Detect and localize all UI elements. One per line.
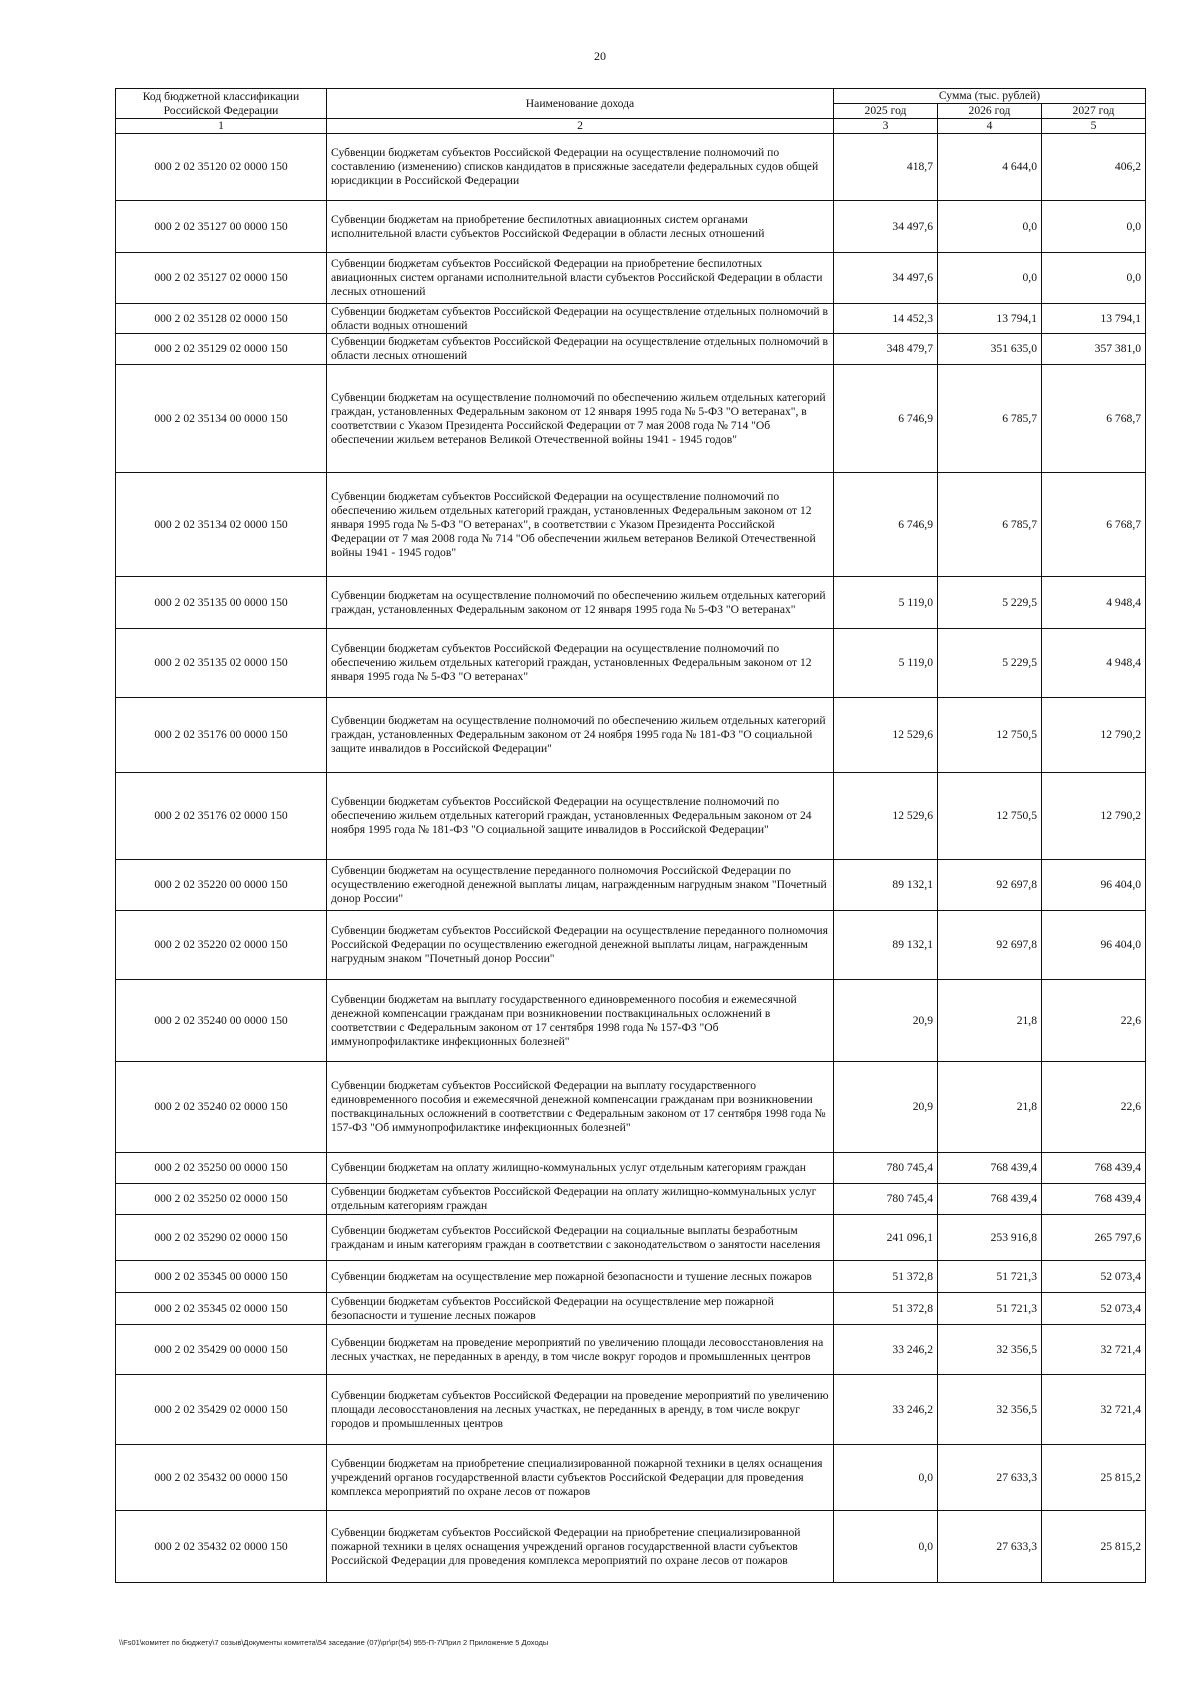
name-cell: Субвенции бюджетам субъектов Российской Федерации на выплату государственного единовременного пособия и ежемесячной денежной компенсации гражданам при возникновении поствакцинальных осложнений в соответствии с Федеральным законом от 17 сентября 1998 года № 157-ФЗ "Об иммунопрофилактике инфекционных болезней" — [327, 1062, 834, 1153]
amount-2025-cell: 34 497,6 — [834, 201, 938, 253]
amount-2025-cell: 20,9 — [834, 980, 938, 1062]
name-cell: Субвенции бюджетам на осуществление полномочий по обеспечению жильем отдельных категорий граждан, установленных Федеральным законом от 12 января 1995 года № 5-ФЗ "О ветеранах" — [327, 577, 834, 629]
table-row — [116, 1261, 1146, 1293]
amount-2027-cell: 406,2 — [1042, 134, 1146, 201]
code-cell: 000 2 02 35345 00 0000 150 — [116, 1261, 327, 1293]
amount-2027-cell: 22,6 — [1042, 980, 1146, 1062]
amount-2027-cell: 32 721,4 — [1042, 1325, 1146, 1375]
amount-2026-cell: 5 229,5 — [938, 577, 1042, 629]
name-cell: Субвенции бюджетам на приобретение беспилотных авиационных систем органами исполнительной власти субъектов Российской Федерации в области лесных отношений — [327, 201, 834, 253]
name-cell: Субвенции бюджетам субъектов Российской Федерации на осуществление полномочий по составлению (изменению) списков кандидатов в присяжные заседатели федеральных судов общей юрисдикции в Российской Федерации — [327, 134, 834, 201]
code-cell: 000 2 02 35176 00 0000 150 — [116, 698, 327, 773]
code-cell: 000 2 02 35129 02 0000 150 — [116, 334, 327, 365]
amount-2025-cell: 89 132,1 — [834, 911, 938, 980]
amount-2027-cell: 6 768,7 — [1042, 473, 1146, 577]
amount-2026-cell: 0,0 — [938, 253, 1042, 304]
amount-2025-cell: 5 119,0 — [834, 629, 938, 698]
table-row — [116, 1293, 1146, 1325]
header-code: Код бюджетной классификации Российской Федерации — [116, 89, 327, 119]
table-row — [116, 134, 1146, 201]
amount-2026-cell: 351 635,0 — [938, 334, 1042, 365]
amount-2025-cell: 12 529,6 — [834, 698, 938, 773]
amount-2027-cell: 4 948,4 — [1042, 629, 1146, 698]
amount-2026-cell: 768 439,4 — [938, 1184, 1042, 1215]
name-cell: Субвенции бюджетам субъектов Российской Федерации на осуществление переданного полномочия Российской Федерации по осуществлению ежегодной денежной выплаты лицам, награжденным нагрудным знаком "Почетный донор России" — [327, 911, 834, 980]
table-row — [116, 304, 1146, 334]
amount-2026-cell: 12 750,5 — [938, 773, 1042, 860]
amount-2026-cell: 27 633,3 — [938, 1445, 1042, 1511]
amount-2026-cell: 21,8 — [938, 980, 1042, 1062]
amount-2027-cell: 768 439,4 — [1042, 1184, 1146, 1215]
table-row — [116, 334, 1146, 365]
name-cell: Субвенции бюджетам субъектов Российской Федерации на осуществление полномочий по обеспечению жильем отдельных категорий граждан, установленных Федеральным законом от 24 ноября 1995 года № 181-ФЗ "О социальной защите инвалидов в Российской Федерации" — [327, 773, 834, 860]
name-cell: Субвенции бюджетам на осуществление полномочий по обеспечению жильем отдельных категорий граждан, установленных Федеральным законом от 12 января 1995 года № 5-ФЗ "О ветеранах", в соответствии с Указом Президента Российской Федерации от 7 мая 2008 года № 714 "Об обеспечении жильем ветеранов Великой Отечественной войны 1941 - 1945 годов" — [327, 365, 834, 473]
table-row — [116, 860, 1146, 911]
code-cell: 000 2 02 35135 02 0000 150 — [116, 629, 327, 698]
table-row — [116, 473, 1146, 577]
name-cell: Субвенции бюджетам субъектов Российской Федерации на осуществление полномочий по обеспечению жильем отдельных категорий граждан, установленных Федеральным законом от 12 января 1995 года № 5-ФЗ "О ветеранах" — [327, 629, 834, 698]
code-cell: 000 2 02 35135 00 0000 150 — [116, 577, 327, 629]
table-row — [116, 1062, 1146, 1153]
name-cell: Субвенции бюджетам на оплату жилищно-коммунальных услуг отдельным категориям граждан — [327, 1153, 834, 1184]
amount-2025-cell: 0,0 — [834, 1511, 938, 1583]
name-cell: Субвенции бюджетам на выплату государственного единовременного пособия и ежемесячной денежной компенсации гражданам при возникновении поствакцинальных осложнений в соответствии с Федеральным законом от 17 сентября 1998 года № 157-ФЗ "Об иммунопрофилактике инфекционных болезней" — [327, 980, 834, 1062]
amount-2025-cell: 418,7 — [834, 134, 938, 201]
amount-2025-cell: 12 529,6 — [834, 773, 938, 860]
amount-2025-cell: 5 119,0 — [834, 577, 938, 629]
amount-2026-cell: 92 697,8 — [938, 860, 1042, 911]
table-row — [116, 201, 1146, 253]
name-cell: Субвенции бюджетам субъектов Российской Федерации на приобретение беспилотных авиационных систем органами исполнительной власти субъектов Российской Федерации в области лесных отношений — [327, 253, 834, 304]
amount-2027-cell: 0,0 — [1042, 201, 1146, 253]
amount-2026-cell: 21,8 — [938, 1062, 1042, 1153]
amount-2027-cell: 32 721,4 — [1042, 1375, 1146, 1445]
amount-2026-cell: 51 721,3 — [938, 1261, 1042, 1293]
amount-2026-cell: 27 633,3 — [938, 1511, 1042, 1583]
amount-2025-cell: 89 132,1 — [834, 860, 938, 911]
amount-2025-cell: 348 479,7 — [834, 334, 938, 365]
code-cell: 000 2 02 35220 00 0000 150 — [116, 860, 327, 911]
table-row — [116, 773, 1146, 860]
header-year-2025: 2025 год — [834, 104, 938, 119]
code-cell: 000 2 02 35127 02 0000 150 — [116, 253, 327, 304]
name-cell: Субвенции бюджетам субъектов Российской Федерации на осуществление полномочий по обеспечению жильем отдельных категорий граждан, установленных Федеральным законом от 12 января 1995 года № 5-ФЗ "О ветеранах", в соответствии с Указом Президента Российской Федерации от 7 мая 2008 года № 714 "Об обеспечении жильем ветеранов Великой Отечественной войны 1941 - 1945 годов" — [327, 473, 834, 577]
amount-2027-cell: 25 815,2 — [1042, 1511, 1146, 1583]
amount-2025-cell: 6 746,9 — [834, 473, 938, 577]
amount-2027-cell: 12 790,2 — [1042, 773, 1146, 860]
amount-2027-cell: 12 790,2 — [1042, 698, 1146, 773]
name-cell: Субвенции бюджетам субъектов Российской Федерации на проведение мероприятий по увеличению площади лесовосстановления на лесных участках, не переданных в аренду, в том числе вокруг городов и промышленных центров — [327, 1375, 834, 1445]
code-cell: 000 2 02 35429 00 0000 150 — [116, 1325, 327, 1375]
code-cell: 000 2 02 35134 00 0000 150 — [116, 365, 327, 473]
table-row — [116, 698, 1146, 773]
name-cell: Субвенции бюджетам субъектов Российской Федерации на осуществление мер пожарной безопасности и тушение лесных пожаров — [327, 1293, 834, 1325]
amount-2026-cell: 0,0 — [938, 201, 1042, 253]
code-cell: 000 2 02 35220 02 0000 150 — [116, 911, 327, 980]
amount-2027-cell: 6 768,7 — [1042, 365, 1146, 473]
code-cell: 000 2 02 35290 02 0000 150 — [116, 1215, 327, 1261]
amount-2026-cell: 6 785,7 — [938, 365, 1042, 473]
amount-2025-cell: 33 246,2 — [834, 1375, 938, 1445]
table-row — [116, 980, 1146, 1062]
table-row — [116, 1445, 1146, 1511]
col-number-1: 1 — [116, 119, 327, 134]
amount-2026-cell: 6 785,7 — [938, 473, 1042, 577]
table-row — [116, 1325, 1146, 1375]
table-row — [116, 1184, 1146, 1215]
amount-2025-cell: 51 372,8 — [834, 1261, 938, 1293]
code-cell: 000 2 02 35240 02 0000 150 — [116, 1062, 327, 1153]
amount-2025-cell: 51 372,8 — [834, 1293, 938, 1325]
amount-2025-cell: 14 452,3 — [834, 304, 938, 334]
amount-2027-cell: 96 404,0 — [1042, 911, 1146, 980]
code-cell: 000 2 02 35128 02 0000 150 — [116, 304, 327, 334]
amount-2025-cell: 780 745,4 — [834, 1153, 938, 1184]
amount-2027-cell: 13 794,1 — [1042, 304, 1146, 334]
header-year-2027: 2027 год — [1042, 104, 1146, 119]
table-row — [116, 1511, 1146, 1583]
col-number-3: 3 — [834, 119, 938, 134]
amount-2026-cell: 4 644,0 — [938, 134, 1042, 201]
name-cell: Субвенции бюджетам на осуществление переданного полномочия Российской Федерации по осуществлению ежегодной денежной выплаты лицам, награжденным нагрудным знаком "Почетный донор России" — [327, 860, 834, 911]
amount-2025-cell: 780 745,4 — [834, 1184, 938, 1215]
amount-2027-cell: 4 948,4 — [1042, 577, 1146, 629]
amount-2027-cell: 25 815,2 — [1042, 1445, 1146, 1511]
amount-2026-cell: 92 697,8 — [938, 911, 1042, 980]
amount-2027-cell: 52 073,4 — [1042, 1261, 1146, 1293]
amount-2025-cell: 20,9 — [834, 1062, 938, 1153]
name-cell: Субвенции бюджетам субъектов Российской Федерации на осуществление отдельных полномочий в области лесных отношений — [327, 334, 834, 365]
table-row — [116, 1153, 1146, 1184]
amount-2026-cell: 768 439,4 — [938, 1153, 1042, 1184]
amount-2027-cell: 768 439,4 — [1042, 1153, 1146, 1184]
amount-2026-cell: 32 356,5 — [938, 1375, 1042, 1445]
header-sum: Сумма (тыс. рублей) — [834, 89, 1146, 104]
name-cell: Субвенции бюджетам субъектов Российской Федерации на приобретение специализированной пожарной техники в целях оснащения учреждений органов государственной власти субъектов Российской Федерации для проведения комплекса мероприятий по охране лесов от пожаров — [327, 1511, 834, 1583]
col-number-5: 5 — [1042, 119, 1146, 134]
table-row — [116, 911, 1146, 980]
code-cell: 000 2 02 35250 02 0000 150 — [116, 1184, 327, 1215]
table-row — [116, 577, 1146, 629]
amount-2027-cell: 52 073,4 — [1042, 1293, 1146, 1325]
code-cell: 000 2 02 35432 02 0000 150 — [116, 1511, 327, 1583]
name-cell: Субвенции бюджетам на проведение мероприятий по увеличению площади лесовосстановления на лесных участках, не переданных в аренду, в том числе вокруг городов и промышленных центров — [327, 1325, 834, 1375]
name-cell: Субвенции бюджетам на осуществление мер пожарной безопасности и тушение лесных пожаров — [327, 1261, 834, 1293]
amount-2026-cell: 253 916,8 — [938, 1215, 1042, 1261]
header-year-2026: 2026 год — [938, 104, 1042, 119]
amount-2027-cell: 96 404,0 — [1042, 860, 1146, 911]
code-cell: 000 2 02 35127 00 0000 150 — [116, 201, 327, 253]
code-cell: 000 2 02 35345 02 0000 150 — [116, 1293, 327, 1325]
code-cell: 000 2 02 35432 00 0000 150 — [116, 1445, 327, 1511]
amount-2027-cell: 265 797,6 — [1042, 1215, 1146, 1261]
code-cell: 000 2 02 35240 00 0000 150 — [116, 980, 327, 1062]
code-cell: 000 2 02 35134 02 0000 150 — [116, 473, 327, 577]
table-row — [116, 1375, 1146, 1445]
header-name: Наименование дохода — [327, 89, 834, 119]
table-row — [116, 253, 1146, 304]
name-cell: Субвенции бюджетам на приобретение специализированной пожарной техники в целях оснащения учреждений органов государственной власти субъектов Российской Федерации для проведения комплекса мероприятий по охране лесов от пожаров — [327, 1445, 834, 1511]
amount-2026-cell: 32 356,5 — [938, 1325, 1042, 1375]
name-cell: Субвенции бюджетам на осуществление полномочий по обеспечению жильем отдельных категорий граждан, установленных Федеральным законом от 24 ноября 1995 года № 181-ФЗ "О социальной защите инвалидов в Российской Федерации" — [327, 698, 834, 773]
code-cell: 000 2 02 35250 00 0000 150 — [116, 1153, 327, 1184]
code-cell: 000 2 02 35429 02 0000 150 — [116, 1375, 327, 1445]
code-cell: 000 2 02 35176 02 0000 150 — [116, 773, 327, 860]
col-number-4: 4 — [938, 119, 1042, 134]
page-number: 20 — [594, 49, 606, 63]
amount-2025-cell: 34 497,6 — [834, 253, 938, 304]
revenue-table — [115, 88, 1146, 1583]
amount-2025-cell: 33 246,2 — [834, 1325, 938, 1375]
amount-2025-cell: 6 746,9 — [834, 365, 938, 473]
col-number-2: 2 — [327, 119, 834, 134]
table-row — [116, 629, 1146, 698]
amount-2026-cell: 12 750,5 — [938, 698, 1042, 773]
amount-2026-cell: 13 794,1 — [938, 304, 1042, 334]
table-row — [116, 365, 1146, 473]
amount-2027-cell: 0,0 — [1042, 253, 1146, 304]
name-cell: Субвенции бюджетам субъектов Российской Федерации на социальные выплаты безработным гражданам и иным категориям граждан в соответствии с законодательством о занятости населения — [327, 1215, 834, 1261]
name-cell: Субвенции бюджетам субъектов Российской Федерации на оплату жилищно-коммунальных услуг отдельным категориям граждан — [327, 1184, 834, 1215]
amount-2027-cell: 22,6 — [1042, 1062, 1146, 1153]
code-cell: 000 2 02 35120 02 0000 150 — [116, 134, 327, 201]
amount-2026-cell: 51 721,3 — [938, 1293, 1042, 1325]
table-row — [116, 1215, 1146, 1261]
name-cell: Субвенции бюджетам субъектов Российской Федерации на осуществление отдельных полномочий в области водных отношений — [327, 304, 834, 334]
footer-file-path: \\Fs01\комитет по бюджету\7 созыв\Документы комитета\54 заседание (07)\рг\рг(54) 955-П-7\Прил 2 Приложение 5 Доходы — [119, 1638, 549, 1647]
amount-2025-cell: 0,0 — [834, 1445, 938, 1511]
amount-2027-cell: 357 381,0 — [1042, 334, 1146, 365]
table-body — [116, 134, 1146, 1583]
amount-2026-cell: 5 229,5 — [938, 629, 1042, 698]
amount-2025-cell: 241 096,1 — [834, 1215, 938, 1261]
